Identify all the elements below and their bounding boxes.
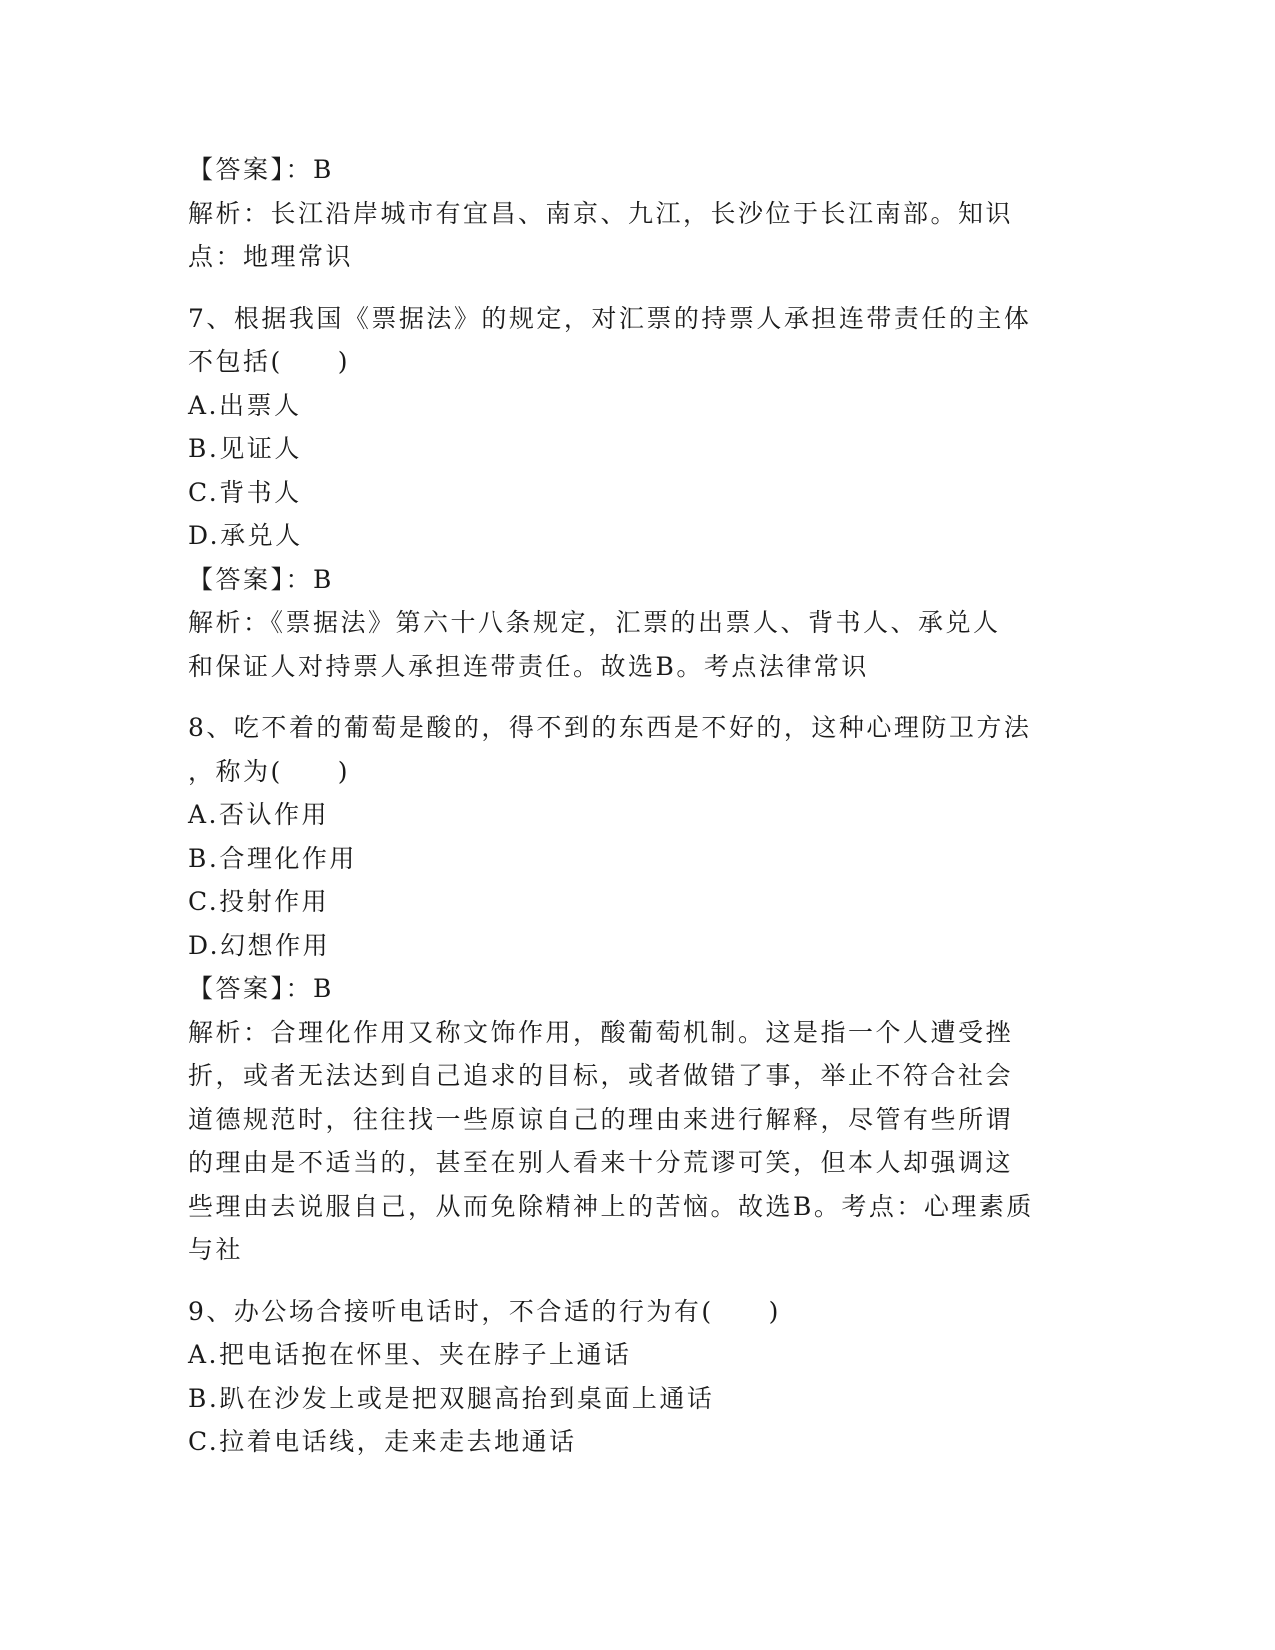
spacer: [188, 688, 1088, 706]
spacer: [188, 279, 1088, 297]
option-b: B.见证人: [188, 434, 302, 463]
question-text: 9、办公场合接听电话时，不合适的行为有( ): [188, 1296, 781, 1326]
explanation-line: 些理由去说服自己，从而免除精神上的苦恼。故选B。考点：心理素质: [188, 1191, 1034, 1221]
option-c: C.拉着电话线，走来走去地通话: [188, 1427, 577, 1456]
explanation-line: 和保证人对持票人承担连带责任。故选B。考点法律常识: [188, 651, 869, 681]
explanation-line: 点：地理常识: [188, 242, 354, 271]
document-page: [188, 148, 1088, 1464]
question-block-9: [188, 1290, 1088, 1464]
explanation-line: 的理由是不适当的，甚至在别人看来十分荒谬可笑，但本人却强调这: [188, 1148, 1014, 1177]
option-c: C.投射作用: [188, 887, 330, 916]
answer-label: 【答案】：B: [188, 564, 334, 594]
question-block-8: [188, 706, 1088, 1272]
option-b: B.合理化作用: [188, 843, 357, 873]
spacer: [188, 1272, 1088, 1290]
option-d: D.幻想作用: [188, 930, 331, 960]
option-d: D.承兑人: [188, 521, 303, 550]
option-a: A.出票人: [188, 390, 302, 420]
explanation-line: 道德规范时，往往找一些原谅自己的理由来进行解释，尽管有些所谓: [188, 1104, 1014, 1134]
explanation-line: 解析：合理化作用又称文饰作用，酸葡萄机制。这是指一个人遭受挫: [188, 1017, 1014, 1047]
question-block-7: [188, 297, 1088, 689]
option-c: C.背书人: [188, 477, 302, 507]
answer-block-6: [188, 148, 1088, 279]
explanation-line: 折，或者无法达到自己追求的目标，或者做错了事，举止不符合社会: [188, 1061, 1014, 1090]
explanation-line: 解析：《票据法》第六十八条规定，汇票的出票人、背书人、承兑人: [188, 608, 1001, 637]
option-a: A.把电话抱在怀里、夹在脖子上通话: [188, 1340, 632, 1369]
option-b: B.趴在沙发上或是把双腿高抬到桌面上通话: [188, 1383, 715, 1413]
explanation-line: 与社: [188, 1235, 244, 1264]
option-a: A.否认作用: [188, 800, 330, 829]
answer-label: 【答案】：B: [188, 155, 334, 184]
question-text: 不包括( ): [188, 347, 351, 376]
explanation-line: 解析：长江沿岸城市有宜昌、南京、九江，长沙位于长江南部。知识: [188, 198, 1014, 228]
question-text: 8、吃不着的葡萄是酸的，得不到的东西是不好的，这种心理防卫方法: [188, 713, 1032, 742]
question-text: 7、根据我国《票据法》的规定，对汇票的持票人承担连带责任的主体: [188, 303, 1032, 333]
question-text: ，称为( ): [188, 756, 351, 786]
answer-label: 【答案】：B: [188, 974, 334, 1003]
